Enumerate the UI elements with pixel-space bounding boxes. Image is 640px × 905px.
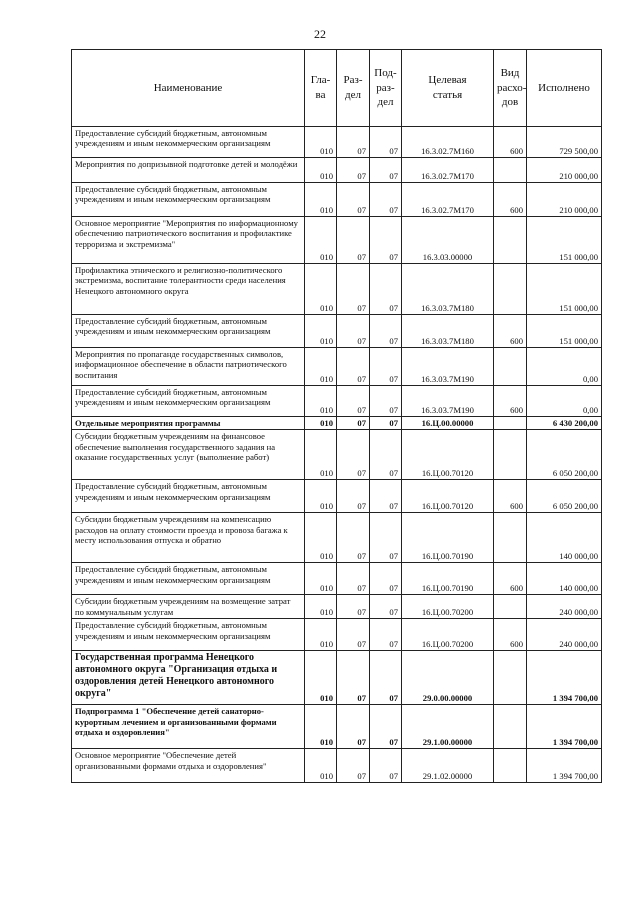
row-name: Предоставление субсидий бюджетным, автономным учреждениям и иным некоммерческим организациям — [72, 315, 305, 348]
table-row — [72, 513, 602, 563]
row-glava: 010 — [305, 127, 337, 158]
row-podrazdel: 07 — [370, 619, 402, 651]
row-razdel: 07 — [337, 217, 370, 264]
row-csr: 16.Ц.00.70190 — [402, 513, 494, 563]
row-podrazdel: 07 — [370, 480, 402, 513]
row-csr: 29.1.02.00000 — [402, 749, 494, 783]
row-vid — [494, 217, 527, 264]
row-podrazdel: 07 — [370, 348, 402, 386]
row-csr: 16.Ц.00.70120 — [402, 430, 494, 480]
row-glava: 010 — [305, 749, 337, 783]
row-csr: 16.Ц.00.70120 — [402, 480, 494, 513]
row-podrazdel: 07 — [370, 158, 402, 183]
row-vid — [494, 595, 527, 619]
row-amount: 1 394 700,00 — [527, 749, 602, 783]
table-row — [72, 315, 602, 348]
row-glava: 010 — [305, 264, 337, 315]
header-razdel: Раз- дел — [337, 50, 370, 127]
row-razdel: 07 — [337, 315, 370, 348]
row-glava: 010 — [305, 595, 337, 619]
row-razdel: 07 — [337, 749, 370, 783]
row-name: Предоставление субсидий бюджетным, автономным учреждениям и иным некоммерческим организациям — [72, 563, 305, 595]
table-row — [72, 264, 602, 315]
row-podrazdel: 07 — [370, 705, 402, 749]
row-vid — [494, 158, 527, 183]
row-name: Мероприятия по допризывной подготовке детей и молодёжи — [72, 158, 305, 183]
row-amount: 240 000,00 — [527, 595, 602, 619]
row-vid: 600 — [494, 386, 527, 417]
row-razdel: 07 — [337, 127, 370, 158]
row-glava: 010 — [305, 619, 337, 651]
row-amount: 210 000,00 — [527, 158, 602, 183]
row-glava: 010 — [305, 158, 337, 183]
table-row — [72, 127, 602, 158]
row-csr: 16.3.02.7М160 — [402, 127, 494, 158]
row-glava: 010 — [305, 183, 337, 217]
row-razdel: 07 — [337, 651, 370, 705]
row-glava: 010 — [305, 563, 337, 595]
header-podrazdel: Под- раз- дел — [370, 50, 402, 127]
row-name: Предоставление субсидий бюджетным, автономным учреждениям и иным некоммерческим организациям — [72, 480, 305, 513]
row-name: Профилактика этнического и религиозно-политического экстремизма, воспитание толерантности среди населения Ненецкого автономного округа — [72, 264, 305, 315]
row-csr: 16.3.03.7М180 — [402, 264, 494, 315]
row-podrazdel: 07 — [370, 183, 402, 217]
row-glava: 010 — [305, 217, 337, 264]
row-razdel: 07 — [337, 619, 370, 651]
table-body — [72, 127, 602, 783]
row-vid — [494, 651, 527, 705]
row-csr: 16.3.02.7М170 — [402, 183, 494, 217]
row-amount: 0,00 — [527, 348, 602, 386]
header-glava: Гла- ва — [305, 50, 337, 127]
table-header-row — [72, 50, 602, 127]
row-glava: 010 — [305, 651, 337, 705]
row-podrazdel: 07 — [370, 749, 402, 783]
row-glava: 010 — [305, 480, 337, 513]
row-csr: 16.Ц.00.70200 — [402, 619, 494, 651]
table-row — [72, 386, 602, 417]
budget-table — [71, 49, 602, 783]
row-name: Подпрограмма 1 "Обеспечение детей санаторно-курортным лечением и организованными формами отдыха и оздоровления" — [72, 705, 305, 749]
table-row — [72, 348, 602, 386]
row-vid: 600 — [494, 315, 527, 348]
row-amount: 140 000,00 — [527, 513, 602, 563]
header-name: Наименование — [72, 50, 305, 127]
row-name: Предоставление субсидий бюджетным, автономным учреждениям и иным некоммерческим организациям — [72, 183, 305, 217]
row-podrazdel: 07 — [370, 315, 402, 348]
row-vid — [494, 348, 527, 386]
row-razdel: 07 — [337, 595, 370, 619]
row-amount: 151 000,00 — [527, 217, 602, 264]
row-glava: 010 — [305, 386, 337, 417]
row-amount: 1 394 700,00 — [527, 705, 602, 749]
row-csr: 16.3.03.7М190 — [402, 348, 494, 386]
header-vid: Вид расхо- дов — [494, 50, 527, 127]
row-glava: 010 — [305, 315, 337, 348]
row-csr: 16.3.03.00000 — [402, 217, 494, 264]
table-row — [72, 217, 602, 264]
row-name: Предоставление субсидий бюджетным, автономным учреждениям и иным некоммерческим организациям — [72, 619, 305, 651]
row-vid: 600 — [494, 563, 527, 595]
row-name: Предоставление субсидий бюджетным, автономным учреждениям и иным некоммерческим организациям — [72, 386, 305, 417]
row-amount: 1 394 700,00 — [527, 651, 602, 705]
row-csr: 29.1.00.00000 — [402, 705, 494, 749]
row-csr: 29.0.00.00000 — [402, 651, 494, 705]
row-razdel: 07 — [337, 386, 370, 417]
row-razdel: 07 — [337, 705, 370, 749]
table-row — [72, 430, 602, 480]
row-amount: 151 000,00 — [527, 264, 602, 315]
row-vid — [494, 430, 527, 480]
table-row — [72, 619, 602, 651]
row-razdel: 07 — [337, 158, 370, 183]
row-amount: 6 050 200,00 — [527, 430, 602, 480]
header-amount: Исполнено — [527, 50, 602, 127]
row-vid — [494, 417, 527, 430]
row-razdel: 07 — [337, 480, 370, 513]
row-csr: 16.3.03.7М180 — [402, 315, 494, 348]
row-razdel: 07 — [337, 183, 370, 217]
row-vid: 600 — [494, 480, 527, 513]
row-name: Отдельные мероприятия программы — [72, 417, 305, 430]
table-row — [72, 705, 602, 749]
row-podrazdel: 07 — [370, 651, 402, 705]
row-csr: 16.Ц.00.70200 — [402, 595, 494, 619]
row-podrazdel: 07 — [370, 595, 402, 619]
row-glava: 010 — [305, 417, 337, 430]
row-podrazdel: 07 — [370, 417, 402, 430]
table-row — [72, 749, 602, 783]
row-amount: 6 050 200,00 — [527, 480, 602, 513]
row-razdel: 07 — [337, 417, 370, 430]
row-vid: 600 — [494, 127, 527, 158]
row-razdel: 07 — [337, 348, 370, 386]
row-glava: 010 — [305, 705, 337, 749]
row-razdel: 07 — [337, 513, 370, 563]
row-podrazdel: 07 — [370, 386, 402, 417]
row-vid — [494, 264, 527, 315]
row-vid — [494, 749, 527, 783]
row-podrazdel: 07 — [370, 430, 402, 480]
table-row — [72, 651, 602, 705]
table-row — [72, 158, 602, 183]
table-row — [72, 563, 602, 595]
row-amount: 210 000,00 — [527, 183, 602, 217]
row-podrazdel: 07 — [370, 563, 402, 595]
row-amount: 729 500,00 — [527, 127, 602, 158]
row-csr: 16.Ц.00.00000 — [402, 417, 494, 430]
row-csr: 16.3.02.7М170 — [402, 158, 494, 183]
page-number: 22 — [314, 27, 326, 41]
row-name: Основное мероприятие "Мероприятия по информационному обеспечению патриотического воспитания и профилактике терроризма и экстремизма" — [72, 217, 305, 264]
row-name: Предоставление субсидий бюджетным, автономным учреждениям и иным некоммерческим организациям — [72, 127, 305, 158]
row-amount: 0,00 — [527, 386, 602, 417]
row-vid — [494, 705, 527, 749]
table-row — [72, 480, 602, 513]
row-csr: 16.Ц.00.70190 — [402, 563, 494, 595]
row-razdel: 07 — [337, 430, 370, 480]
row-name: Субсидии бюджетным учреждениям на возмещение затрат по коммунальным услугам — [72, 595, 305, 619]
header-csr: Целевая статья — [402, 50, 494, 127]
table-row — [72, 417, 602, 430]
row-razdel: 07 — [337, 264, 370, 315]
row-podrazdel: 07 — [370, 217, 402, 264]
row-razdel: 07 — [337, 563, 370, 595]
row-amount: 240 000,00 — [527, 619, 602, 651]
row-name: Основное мероприятие "Обеспечение детей организованными формами отдыха и оздоровления" — [72, 749, 305, 783]
row-csr: 16.3.03.7М190 — [402, 386, 494, 417]
row-glava: 010 — [305, 513, 337, 563]
row-name: Государственная программа Ненецкого автономного округа "Организация отдыха и оздоровления детей Ненецкого автономного округа" — [72, 651, 305, 705]
row-vid: 600 — [494, 183, 527, 217]
row-name: Мероприятия по пропаганде государственных символов, информационное обеспечение в области патриотического воспитания — [72, 348, 305, 386]
row-name: Субсидии бюджетным учреждениям на финансовое обеспечение выполнения государственного задания на оказание государственных услуг (выполнение работ) — [72, 430, 305, 480]
row-name: Субсидии бюджетным учреждениям на компенсацию расходов на оплату стоимости проезда и провоза багажа к месту использования отпуска и обратно — [72, 513, 305, 563]
row-glava: 010 — [305, 430, 337, 480]
row-podrazdel: 07 — [370, 264, 402, 315]
row-amount: 6 430 200,00 — [527, 417, 602, 430]
row-podrazdel: 07 — [370, 127, 402, 158]
table-row — [72, 183, 602, 217]
row-glava: 010 — [305, 348, 337, 386]
row-vid — [494, 513, 527, 563]
row-podrazdel: 07 — [370, 513, 402, 563]
row-vid: 600 — [494, 619, 527, 651]
table-row — [72, 595, 602, 619]
row-amount: 151 000,00 — [527, 315, 602, 348]
row-amount: 140 000,00 — [527, 563, 602, 595]
